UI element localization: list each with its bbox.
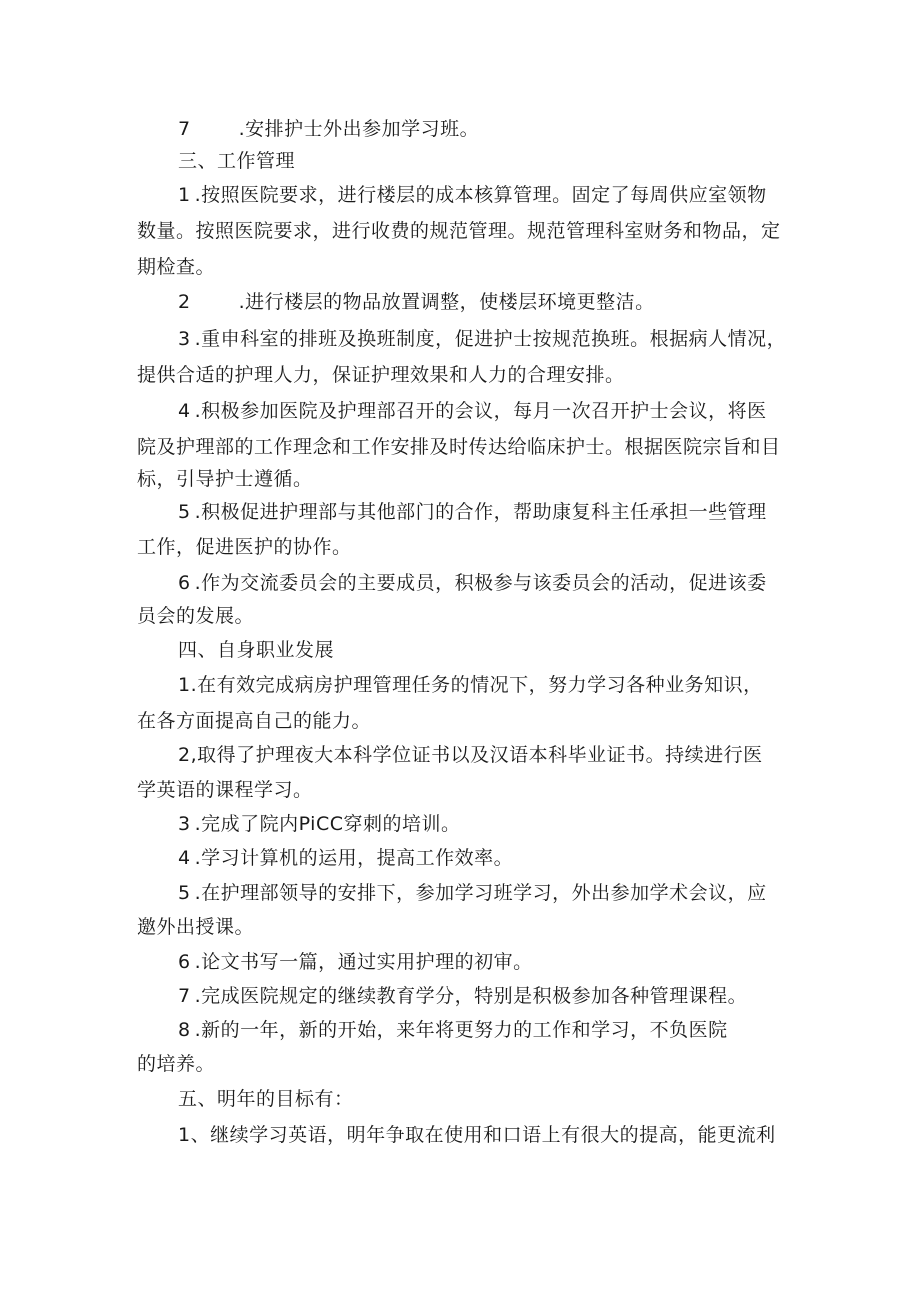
item-text: .作为交流委员会的主要成员，积极参与该委员会的活动，促进该委 bbox=[194, 572, 767, 594]
section-heading: 四、自身职业发展 bbox=[178, 639, 335, 661]
list-item bbox=[178, 1017, 728, 1043]
item-number: 2 bbox=[178, 291, 191, 313]
item-number: 3 bbox=[178, 328, 191, 350]
list-item bbox=[178, 845, 513, 871]
item-number: 5 bbox=[178, 501, 191, 523]
item-text: .在护理部领导的安排下，参加学习班学习，外出参加学术会议，应 bbox=[194, 882, 767, 904]
item-number: 6 bbox=[178, 572, 191, 594]
list-item bbox=[178, 182, 767, 208]
item-number: 4 bbox=[178, 400, 191, 422]
item-text: .论文书写一篇，通过实用护理的初审。 bbox=[194, 951, 533, 973]
list-item: 2,取得了护理夜大本科学位证书以及汉语本科毕业证书。持续进行医 bbox=[178, 744, 763, 766]
item-text: 期检查。 bbox=[137, 256, 216, 278]
list-item bbox=[178, 570, 767, 596]
item-number: 1 bbox=[178, 184, 191, 206]
item-text: 提供合适的护理人力，保证护理效果和人力的合理安排。 bbox=[137, 364, 625, 386]
list-item: 1、继续学习英语，明年争取在使用和口语上有很大的提高，能更流利 bbox=[178, 1124, 776, 1146]
item-text: 学英语的课程学习。 bbox=[137, 779, 313, 801]
list-item bbox=[178, 116, 479, 142]
list-item bbox=[178, 289, 655, 315]
item-number: 4 bbox=[178, 847, 191, 869]
list-item bbox=[178, 983, 747, 1009]
section-heading: 三、工作管理 bbox=[178, 150, 296, 172]
item-text: 标，引导护士遵循。 bbox=[137, 468, 313, 490]
item-text: 邀外出授课。 bbox=[137, 916, 255, 938]
item-number: 3 bbox=[178, 813, 191, 835]
item-text: 数量。按照医院要求，进行收费的规范管理。规范管理科室财务和物品，定 bbox=[137, 220, 781, 242]
list-item: 1.在有效完成病房护理管理任务的情况下，努力学习各种业务知识， bbox=[178, 674, 763, 696]
list-item bbox=[178, 880, 767, 906]
list-item bbox=[178, 326, 786, 352]
item-text: 在各方面提高自己的能力。 bbox=[137, 710, 372, 732]
item-text: .积极参加医院及护理部召开的会议，每月一次召开护士会议，将医 bbox=[194, 400, 767, 422]
item-text: .进行楼层的物品放置调整，使楼层环境更整洁。 bbox=[238, 291, 655, 313]
item-text: .学习计算机的运用，提高工作效率。 bbox=[194, 847, 514, 869]
item-text: 员会的发展。 bbox=[137, 605, 255, 627]
item-number: 6 bbox=[178, 951, 191, 973]
item-text: .新的一年，新的开始，来年将更努力的工作和学习，不负医院 bbox=[194, 1019, 728, 1041]
item-number: 7 bbox=[178, 985, 191, 1007]
list-item bbox=[178, 398, 767, 424]
item-text: .积极促进护理部与其他部门的合作，帮助康复科主任承担一些管理 bbox=[194, 501, 767, 523]
section-heading: 五、明年的目标有： bbox=[178, 1088, 354, 1110]
list-item bbox=[178, 811, 461, 837]
item-text: .安排护士外出参加学习班。 bbox=[238, 118, 480, 140]
item-text: .重申科室的排班及换班制度，促进护士按规范换班。根据病人情况， bbox=[194, 328, 787, 350]
item-text: 院及护理部的工作理念和工作安排及时传达给临床护士。根据医院宗旨和目 bbox=[137, 436, 781, 458]
item-text: 工作，促进医护的协作。 bbox=[137, 536, 352, 558]
item-text: .完成了院内PiCC穿刺的培训。 bbox=[194, 813, 461, 835]
list-item bbox=[178, 949, 533, 975]
item-number: 8 bbox=[178, 1019, 191, 1041]
item-text: .按照医院要求，进行楼层的成本核算管理。固定了每周供应室领物 bbox=[194, 184, 767, 206]
item-number: 7 bbox=[178, 118, 191, 140]
item-text: .完成医院规定的继续教育学分，特别是积极参加各种管理课程。 bbox=[194, 985, 748, 1007]
item-number: 5 bbox=[178, 882, 191, 904]
item-text: 的培养。 bbox=[137, 1053, 216, 1075]
list-item bbox=[178, 499, 767, 525]
